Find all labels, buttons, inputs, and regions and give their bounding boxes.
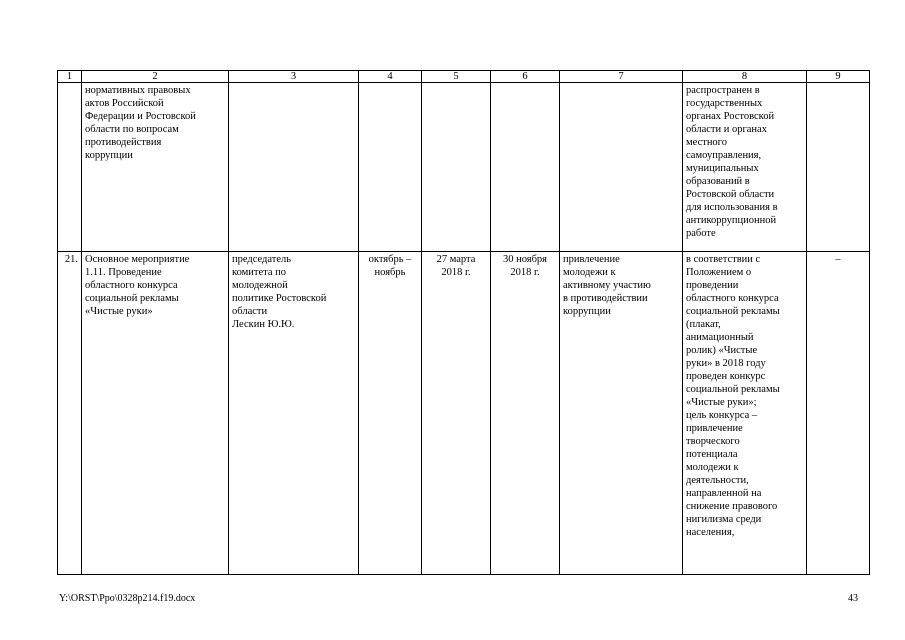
text-line: молодежной xyxy=(232,280,288,291)
text-line: 30 ноября xyxy=(502,254,548,265)
text-line: распространен в xyxy=(686,85,760,96)
text-line: проведении xyxy=(686,280,739,291)
text-line: органах Ростовской xyxy=(686,111,775,122)
text-line: потенциала xyxy=(686,449,738,460)
table-cell-result-continued xyxy=(683,83,807,252)
text-line: области xyxy=(232,306,268,317)
text-line: снижение правового xyxy=(686,501,778,512)
row-number: 21. xyxy=(58,252,82,575)
text-line: актов Российской xyxy=(85,98,164,109)
column-number-row xyxy=(58,71,870,83)
text-line: руки» в 2018 году xyxy=(686,358,766,369)
text-line: нормативных правовых xyxy=(85,85,191,96)
text-line: работе xyxy=(686,228,716,239)
text-line: области и органах xyxy=(686,124,767,135)
table-cell-result xyxy=(683,252,807,575)
column-header: 5 xyxy=(422,71,491,83)
text-line: Основное мероприятие xyxy=(85,254,190,265)
column-header: 6 xyxy=(491,71,560,83)
column-header: 7 xyxy=(560,71,683,83)
text-line: в противодействии xyxy=(563,293,648,304)
text-line: социальной рекламы xyxy=(686,384,780,395)
table-row-continuation xyxy=(58,83,870,252)
text-line: октябрь – xyxy=(368,254,412,265)
text-line: местного xyxy=(686,137,727,148)
table-row-21 xyxy=(58,252,870,575)
column-header: 9 xyxy=(807,71,870,83)
text-line: ролик) «Чистые xyxy=(686,345,758,356)
table-cell xyxy=(422,83,491,252)
table-cell xyxy=(807,83,870,252)
text-line: социальной рекламы xyxy=(85,293,179,304)
plan-table xyxy=(57,70,870,575)
column-header: 3 xyxy=(229,71,359,83)
text-line: цель конкурса – xyxy=(686,410,758,421)
table-cell-goal xyxy=(560,252,683,575)
column-header: 8 xyxy=(683,71,807,83)
table-cell-event-continued xyxy=(82,83,229,252)
text-line: творческого xyxy=(686,436,740,447)
text-line: в соответствии с xyxy=(686,254,761,265)
table-cell-start-date xyxy=(422,252,491,575)
table-cell-note: – xyxy=(807,252,870,575)
table-cell-responsible xyxy=(229,252,359,575)
text-line: «Чистые руки» xyxy=(85,306,153,317)
text-line: направленной на xyxy=(686,488,762,499)
text-line: привлечение xyxy=(686,423,743,434)
text-line: Лескин Ю.Ю. xyxy=(232,319,295,330)
text-line: политике Ростовской xyxy=(232,293,327,304)
text-line: анимационный xyxy=(686,332,754,343)
text-line: нигилизма среди xyxy=(686,514,762,525)
text-line: (плакат, xyxy=(686,319,721,330)
text-line: 2018 г. xyxy=(441,267,471,278)
footer-page-number: 43 xyxy=(848,593,858,604)
text-line: противодействия xyxy=(85,137,162,148)
table-cell xyxy=(359,83,422,252)
text-line: «Чистые руки»; xyxy=(686,397,757,408)
text-line: самоуправления, xyxy=(686,150,762,161)
text-line: Положением о xyxy=(686,267,752,278)
table-cell-end-date xyxy=(491,252,560,575)
footer-file-path: Y:\ORST\Ppo\0328p214.f19.docx xyxy=(59,593,196,604)
text-line: 27 марта xyxy=(436,254,476,265)
column-header: 2 xyxy=(82,71,229,83)
text-line: ноябрь xyxy=(374,267,406,278)
table-cell-event xyxy=(82,252,229,575)
table-cell-period xyxy=(359,252,422,575)
text-line: областного конкурса xyxy=(85,280,178,291)
text-line: области по вопросам xyxy=(85,124,179,135)
column-header: 4 xyxy=(359,71,422,83)
text-line: привлечение xyxy=(563,254,620,265)
text-line: муниципальных xyxy=(686,163,759,174)
text-line: 1.11. Проведение xyxy=(85,267,162,278)
text-line: коррупции xyxy=(563,306,611,317)
text-line: Ростовской области xyxy=(686,189,775,200)
text-line: молодежи к xyxy=(563,267,616,278)
text-line: Федерации и Ростовской xyxy=(85,111,196,122)
text-line: 2018 г. xyxy=(510,267,540,278)
table-cell xyxy=(229,83,359,252)
text-line: государственных xyxy=(686,98,763,109)
text-line: антикоррупционной xyxy=(686,215,777,226)
text-line: областного конкурса xyxy=(686,293,779,304)
text-line: молодежи к xyxy=(686,462,739,473)
text-line: населения, xyxy=(686,527,735,538)
text-line: комитета по xyxy=(232,267,287,278)
column-header: 1 xyxy=(58,71,82,83)
text-line: председатель xyxy=(232,254,292,265)
text-line: активному участию xyxy=(563,280,651,291)
text-line: коррупции xyxy=(85,150,133,161)
text-line: социальной рекламы xyxy=(686,306,780,317)
table-cell xyxy=(491,83,560,252)
text-line: деятельности, xyxy=(686,475,749,486)
text-line: образований в xyxy=(686,176,750,187)
text-line: проведен конкурс xyxy=(686,371,766,382)
text-line: для использования в xyxy=(686,202,778,213)
table-cell xyxy=(560,83,683,252)
table-cell xyxy=(58,83,82,252)
